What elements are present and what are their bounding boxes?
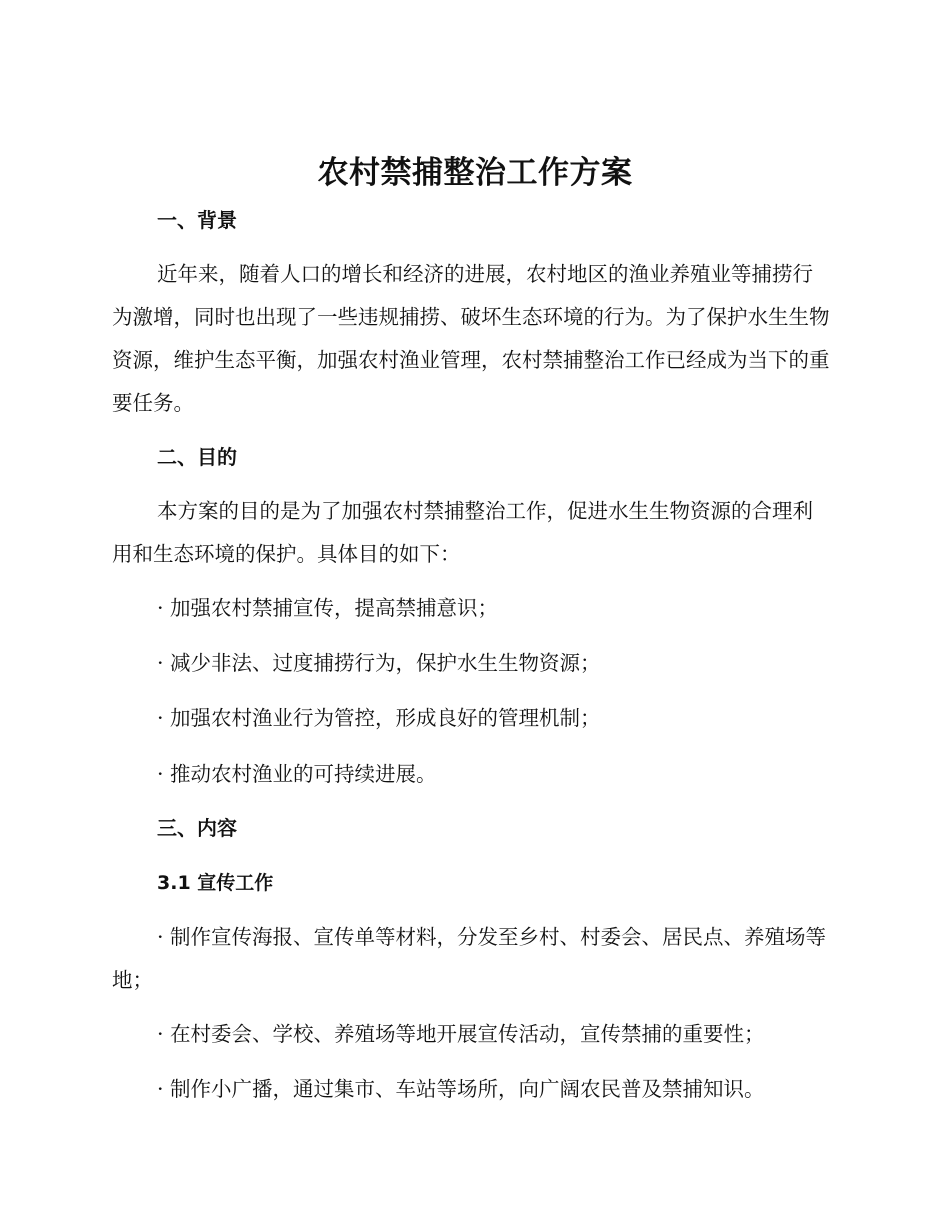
purpose-text: 本方案的目的是为了加强农村禁捕整治工作，促进水生生物资源的合理利用和生态环境的保护。具体目的如下：: [112, 499, 813, 566]
subsection-heading-publicity: 3.1 宣传工作: [157, 872, 274, 894]
purpose-bullet-4: · 推动农村渔业的可持续进展。: [157, 762, 437, 786]
document-title: 农村禁捕整治工作方案: [317, 155, 633, 191]
publicity-bullet-3: · 制作小广播，通过集市、车站等场所，向广阔农民普及禁捕知识。: [157, 1077, 765, 1101]
purpose-bullet-2: · 减少非法、过度捕捞行为，保护水生生物资源；: [157, 651, 601, 675]
section-heading-purpose: 二、目的: [157, 445, 237, 469]
background-paragraph: [112, 253, 832, 425]
purpose-bullet-1: · 加强农村禁捕宣传，提高禁捕意识；: [157, 596, 499, 620]
section-heading-content: 三、内容: [157, 816, 237, 840]
background-text: 近年来，随着人口的增长和经济的进展，农村地区的渔业养殖业等捕捞行为激增，同时也出现了一些违规捕捞、破坏生态环境的行为。为了保护水生生物资源，维护生态平衡，加强农村渔业管理，农村禁捕整治工作已经成为当下的重要任务。: [112, 262, 830, 415]
purpose-paragraph: [112, 490, 832, 576]
publicity-bullet-1: [112, 916, 832, 1002]
section-heading-background: 一、背景: [157, 208, 237, 232]
purpose-bullet-3: · 加强农村渔业行为管控，形成良好的管理机制；: [157, 706, 601, 730]
publicity-bullet-2: · 在村委会、学校、养殖场等地开展宣传活动，宣传禁捕的重要性；: [157, 1022, 765, 1046]
publicity-bullet-1-text: · 制作宣传海报、宣传单等材料，分发至乡村、村委会、居民点、养殖场等地；: [112, 925, 827, 992]
